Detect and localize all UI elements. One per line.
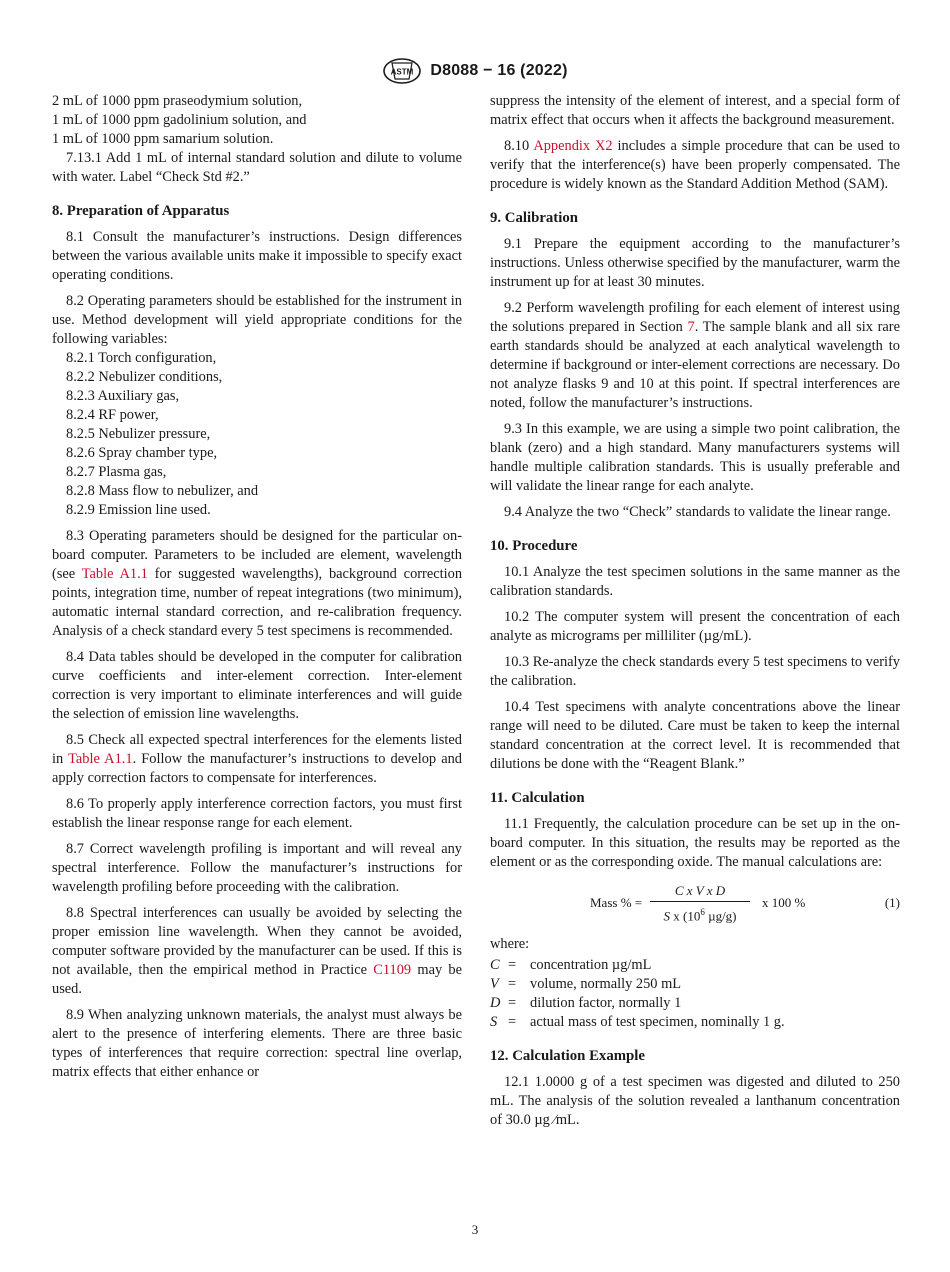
right-column	[490, 92, 900, 1137]
para-8-9: 8.9 When analyzing unknown materials, the analyst must always be alert to the presence of interfering elements. There are three basic types of interferences that require correction: spectral line overlap, matrix effects that either enhance or	[52, 1007, 462, 1080]
section-heading-12: 12. Calculation Example	[490, 1048, 645, 1064]
c1109-link[interactable]: C1109	[373, 962, 412, 978]
section-heading-11: 11. Calculation	[490, 790, 585, 806]
list-item: 8.2.4 RF power,	[66, 407, 159, 423]
para-9-3: 9.3 In this example, we are using a simple two point calibration, the blank (zero) and a high standard. Many manufacturers systems will handle multiple calibration standards. This is usually preferable and will validate the linear range for each analyte.	[490, 421, 900, 494]
para-9-4: 9.4 Analyze the two “Check” standards to validate the linear range.	[504, 504, 891, 520]
section-heading-8: 8. Preparation of Apparatus	[52, 203, 230, 219]
definition-row: S = actual mass of test specimen, nominally 1 g.	[490, 1014, 785, 1030]
logo-text: ASTM	[391, 67, 414, 77]
list-item: 8.2.2 Nebulizer conditions,	[66, 369, 223, 385]
page-number: 3	[471, 1222, 479, 1237]
where-label: where:	[490, 936, 530, 952]
para-11-1: 11.1 Frequently, the calculation procedure can be set up in the on-board computer. In this situation, the results may be reported as the element or as the corresponding oxide. The manual calculations are:	[490, 816, 900, 870]
para-10-1: 10.1 Analyze the test specimen solutions in the same manner as the calibration standards.	[490, 564, 900, 599]
para-10-3: 10.3 Re-analyze the check standards every 5 test specimens to verify the calibration.	[490, 654, 900, 689]
para-8-9-continued: suppress the intensity of the element of interest, and a special form of matrix effect that occurs when it affects the background measurement.	[490, 93, 900, 128]
para-8-5: 8.5 Check all expected spectral interferences for the elements listed in Table A1.1. Follow the manufacturer’s instructions to develop and apply correction factors to compensate for interferences.	[52, 732, 463, 786]
variable-definitions	[490, 956, 900, 1032]
equation-number: (1)	[884, 895, 900, 910]
mass-percent-equation	[490, 879, 900, 927]
section-heading-9: 9. Calibration	[490, 210, 578, 226]
equation-fraction	[650, 881, 750, 925]
solution-line: 2 mL of 1000 ppm praseodymium solution,	[52, 93, 303, 109]
para-8-6: 8.6 To properly apply interference correction factors, you must first establish the linear response range for each element.	[52, 796, 462, 831]
equation-denominator: S x ($10^6$ µg/g)	[663, 907, 737, 924]
definition-row: C = concentration µg/mL	[490, 957, 652, 973]
para-9-1: 9.1 Prepare the equipment according to the manufacturer’s instructions. Unless otherwise specified by the manufacturer, warm the instrument up for at least 30 minutes.	[490, 236, 900, 290]
para-8-4: 8.4 Data tables should be developed in the computer for calibration curve coefficients and inter-element correction. Inter-element correction is very important to eliminate interferences and will guide the selection of emission line wavelengths.	[52, 649, 462, 722]
para-8-10: 8.10 Appendix X2 includes a simple procedure that can be used to verify that the interference(s) have been properly compensated. The procedure is widely known as the Standard Addition Method (SAM).	[490, 138, 900, 192]
list-item: 8.2.6 Spray chamber type,	[66, 445, 218, 461]
equation-numerator: C x V x D	[650, 881, 750, 902]
equation-rhs: x 100 %	[762, 895, 806, 910]
para-8-1: 8.1 Consult the manufacturer’s instructions. Design differences between the various available units make it impossible to specify exact operating conditions.	[52, 229, 462, 283]
table-a1-1-link[interactable]: Table A1.1	[68, 751, 133, 767]
para-7-13-1: 7.13.1 Add 1 mL of internal standard solution and dilute to volume with water. Label “Check Std #2.”	[52, 150, 462, 185]
variables-list	[52, 349, 462, 520]
definition-row: D = dilution factor, normally 1	[490, 995, 682, 1011]
list-item: 8.2.5 Nebulizer pressure,	[66, 426, 211, 442]
astm-logo-icon	[382, 57, 422, 85]
para-8-3: 8.3 Operating parameters should be designed for the particular on-board computer. Parameters to be included are element, wavelength (see Table A1.1 for suggested wavelengths), background correction points, integration time, number of repeat integrations (two minimum), automatic internal standard correction, and re-calibration frequency. Analysis of a check standard every 5 test specimens is recommended.	[52, 528, 463, 639]
definition-row: V = volume, normally 250 mL	[490, 976, 682, 992]
para-10-4: 10.4 Test specimens with analyte concentrations above the linear range will need to be diluted. Care must be taken to keep the internal standard concentration at the correct level. It is recommended that dilutions be done with the “Reagent Blank.”	[490, 699, 900, 772]
standard-designation: D8088 − 16 (2022)	[430, 62, 568, 79]
page-header	[0, 56, 950, 86]
para-8-2: 8.2 Operating parameters should be established for the instrument in use. Method development will yield appropriate conditions for the following variables:	[52, 293, 462, 347]
appendix-x2-link[interactable]: Appendix X2	[533, 138, 613, 154]
para-8-7: 8.7 Correct wavelength profiling is important and will reveal any spectral interference. Follow the manufacturer’s instructions for wavelength profiling before proceeding with the calibration.	[52, 841, 462, 895]
equation-lhs: Mass % =	[590, 895, 643, 910]
para-12-1: 12.1 1.0000 g of a test specimen was digested and diluted to 250 mL. The analysis of the solution revealed a lanthanum concentration of 30.0 µg ⁄mL.	[490, 1074, 900, 1128]
left-column	[52, 92, 462, 1089]
para-8-8: 8.8 Spectral interferences can usually be avoided by selecting the proper emission line wavelength. When they cannot be avoided, computer software provided by the manufacturer can be used. If this is not available, then the empirical method in Practice C1109 may be used.	[52, 905, 462, 997]
section-heading-10: 10. Procedure	[490, 538, 578, 554]
list-item: 8.2.9 Emission line used.	[66, 502, 211, 518]
list-item: 8.2.7 Plasma gas,	[66, 464, 167, 480]
list-item: 8.2.1 Torch configuration,	[66, 350, 217, 366]
para-9-2: 9.2 Perform wavelength profiling for each element of interest using the solutions prepared in Section 7. The sample blank and all six rare earth standards should be analyzed at each analytical wavelength to determine if background or inter-element corrections are necessary. Do not analyze flasks 9 and 10 at this point. If spectral interferences are noted, follow the manufacturer’s instructions.	[490, 300, 900, 411]
table-a1-1-link[interactable]: Table A1.1	[81, 566, 148, 582]
solution-line: 1 mL of 1000 ppm gadolinium solution, and	[52, 112, 307, 128]
list-item: 8.2.3 Auxiliary gas,	[66, 388, 180, 404]
section-7-link[interactable]: 7	[687, 319, 695, 335]
list-item: 8.2.8 Mass flow to nebulizer, and	[66, 483, 259, 499]
para-10-2: 10.2 The computer system will present the concentration of each analyte as micrograms per milliliter (µg/mL).	[490, 609, 900, 644]
solution-line: 1 mL of 1000 ppm samarium solution.	[52, 131, 274, 147]
